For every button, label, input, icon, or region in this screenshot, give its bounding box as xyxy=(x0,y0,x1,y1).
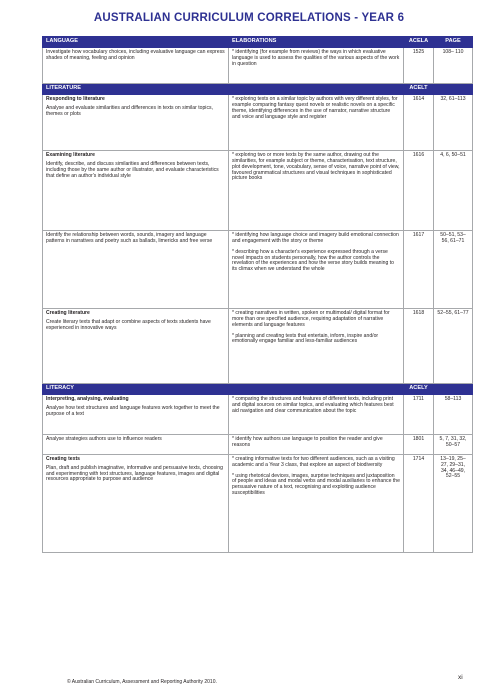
acelt-header: ACELT xyxy=(404,83,434,94)
description-text: Create literary texts that adapt or combine aspects of texts students have experienced in innovative ways xyxy=(46,318,211,331)
literature-row xyxy=(43,308,473,383)
page-title: AUSTRALIAN CURRICULUM CORRELATIONS - YEAR 6 xyxy=(93,12,405,24)
literacy-code: 1801 xyxy=(404,434,434,454)
literature-elaboration-cell xyxy=(229,308,404,383)
literature-code: 1617 xyxy=(404,230,434,308)
page-header: PAGE xyxy=(434,37,473,48)
elaboration-text: * creating informative texts for two different audiences, such as a visiting academic and a Year 3 class, that explore an aspect of biodiversity xyxy=(232,455,395,468)
literature-code: 1616 xyxy=(404,150,434,230)
literature-page: 4, 6, 50–51 xyxy=(434,150,473,230)
subheading: Responding to literature xyxy=(46,95,105,102)
literacy-page: 5, 7, 31, 32, 50–57 xyxy=(434,434,473,454)
literacy-description-cell xyxy=(43,454,229,552)
page-number: xi xyxy=(458,674,463,681)
literature-page: 32, 61–113 xyxy=(434,94,473,150)
elaboration-text: * using rhetorical devices, images, surprise techniques and juxtaposition of people and ideas and modal verbs and modal auxiliaries to enhance the persuasive nature of a text, recognising and exploiting audience susceptibilities xyxy=(232,472,400,497)
literacy-elaboration-cell xyxy=(229,394,404,434)
literacy-elaboration-cell xyxy=(229,454,404,552)
literacy-description-cell xyxy=(43,434,229,454)
elaboration-text: * describing how a character's experience expressed through a verse novel impacts on students personally, how the author controls the revelation of the experiences and how the verse story builds meaning to its climax when we understand the whole xyxy=(232,248,394,273)
literature-description-cell xyxy=(43,230,229,308)
description-text: Plan, draft and publish imaginative, informative and persuasive texts, choosing and experimenting with text structures, language features, images and digital resources appropriate to purpose and audience xyxy=(46,464,223,483)
literacy-page: 58–113 xyxy=(434,394,473,434)
literacy-header: LITERACY xyxy=(43,383,404,394)
elaboration-text: * exploring texts on a similar topic by authors with very different styles, for example comparing fantasy quest novels or realistic novels on a specific theme, identifying differences in the use of narrator, narrative structure and voice and language style and register xyxy=(232,95,398,120)
literature-row xyxy=(43,230,473,308)
description-text: Analyse strategies authors use to influence readers xyxy=(46,435,162,442)
elaborations-header: ELABORATIONS xyxy=(229,37,404,48)
literature-code: 1614 xyxy=(404,94,434,150)
acely-header: ACELY xyxy=(404,383,434,394)
literacy-code: 1714 xyxy=(404,454,434,552)
language-code: 1525 xyxy=(404,47,434,83)
literacy-row xyxy=(43,454,473,552)
copyright-footer: © Australian Curriculum, Assessment and Reporting Authority 2010. xyxy=(67,679,217,685)
description-text: Analyse how text structures and language features work together to meet the purpose of a text xyxy=(46,404,220,417)
subheading: Creating texts xyxy=(46,455,80,462)
literature-page: 50–51, 53–56, 61–71 xyxy=(434,230,473,308)
subheading: Creating literature xyxy=(46,309,90,316)
elaboration-text: * creating narratives in written, spoken or multimodal/ digital format for more than one specified audience, requiring adaptation of narrative elements and language features xyxy=(232,309,390,328)
language-page: 108– 110 xyxy=(434,47,473,83)
language-description: Investigate how vocabulary choices, including evaluative language can express shades of meaning, feeling and opinion xyxy=(43,47,229,83)
literacy-elaboration-cell xyxy=(229,434,404,454)
elaboration-text: * identifying how language choice and imagery build emotional connection and engagement with the story or theme xyxy=(232,231,399,244)
acela-header: ACELA xyxy=(404,37,434,48)
description-text: Identify the relationship between words, sounds, imagery and language patterns in narratives and poetry such as ballads, limericks and free verse xyxy=(46,231,213,244)
literature-page: 52–55, 61–77 xyxy=(434,308,473,383)
literacy-code: 1711 xyxy=(404,394,434,434)
literature-row xyxy=(43,150,473,230)
subheading: Examining literature xyxy=(46,151,95,158)
literacy-rows xyxy=(43,394,473,552)
literature-description-cell xyxy=(43,308,229,383)
literature-elaboration-cell xyxy=(229,94,404,150)
literature-description-cell xyxy=(43,150,229,230)
correlations-table xyxy=(42,36,473,553)
language-header-row xyxy=(43,37,473,48)
literacy-row xyxy=(43,434,473,454)
literature-header: LITERATURE xyxy=(43,83,404,94)
description-text: Identify, describe, and discuss similarities and differences between texts, including those by the same author or illustrator, and evaluate characteristics that define an author's individual style xyxy=(46,160,219,179)
literacy-page: 13–19, 25–27, 29–31, 34, 46–49, 52–55 xyxy=(434,454,473,552)
literature-elaboration-cell xyxy=(229,150,404,230)
elaboration-text: * exploring two or more texts by the same author, drawing out the similarities, for example subject or theme, characterisation, text structure, plot development, tone, vocabulary, sense of voice, narrative point of view, favoured grammatical structures and visual techniques in sophisticated picture books xyxy=(232,151,400,182)
literature-code: 1618 xyxy=(404,308,434,383)
language-header: LANGUAGE xyxy=(43,37,229,48)
literature-rows xyxy=(43,94,473,383)
literature-elaboration-cell xyxy=(229,230,404,308)
elaboration-text: * comparing the structures and features of different texts, including print and digital sources on similar topics, and evaluating which features best aid navigation and clear communication about the topic xyxy=(232,395,394,414)
elaboration-text: * planning and creating texts that entertain, inform, inspire and/or emotionally engage familiar and less-familiar audiences xyxy=(232,332,379,345)
language-row xyxy=(43,47,473,83)
literature-row xyxy=(43,94,473,150)
literacy-description-cell xyxy=(43,394,229,434)
subheading: Interpreting, analysing, evaluating xyxy=(46,395,129,402)
literacy-row xyxy=(43,394,473,434)
literature-description-cell xyxy=(43,94,229,150)
description-text: Analyse and evaluate similarities and differences in texts on similar topics, themes or plots xyxy=(46,104,213,117)
language-elaboration: * identifying (for example from reviews) the ways in which evaluative language is used to assess the qualities of the various aspects of the work in question xyxy=(229,47,404,83)
elaboration-text: * identify how authors use language to position the reader and give reasons xyxy=(232,435,383,448)
literacy-header-row xyxy=(43,383,473,394)
literature-header-row xyxy=(43,83,473,94)
